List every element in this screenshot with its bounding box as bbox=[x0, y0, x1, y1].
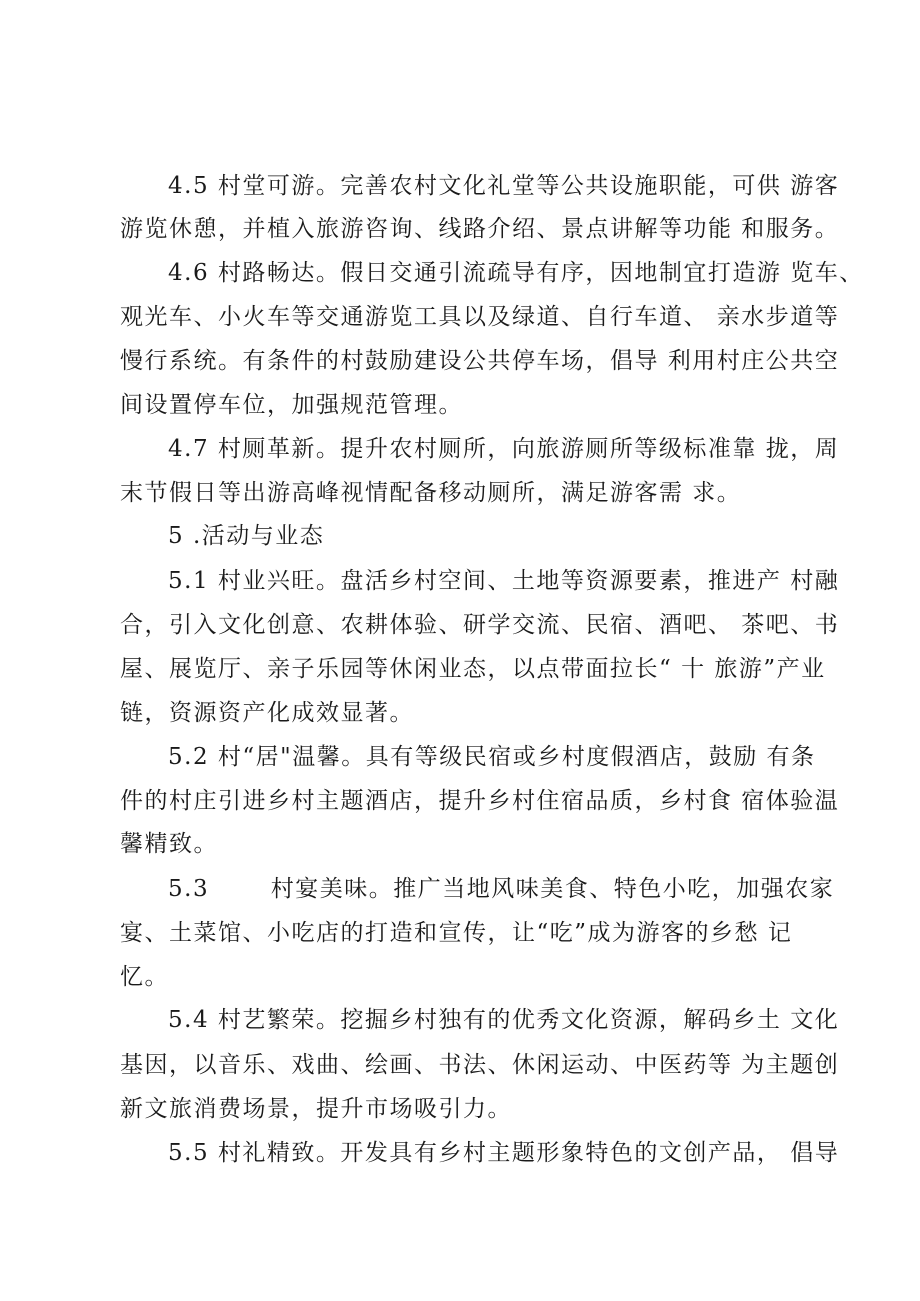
text-line: 游览休憩，并植入旅游咨询、线路介绍、景点讲解等功能 和服务。 bbox=[120, 216, 840, 242]
text-line: 基因，以音乐、戏曲、绘画、书法、休闲运动、中医药等 为主题创 bbox=[120, 1052, 840, 1078]
text-line: 5.1 村业兴旺。盘活乡村空间、土地等资源要素，推进产 村融 bbox=[168, 568, 840, 594]
text-line: 链，资源资产化成效显著。 bbox=[120, 700, 414, 726]
text-line: 4.5 村堂可游。完善农村文化礼堂等公共设施职能，可供 游客 bbox=[168, 173, 840, 199]
text-line: 合，引入文化创意、农耕体验、研学交流、民宿、酒吧、 茶吧、书 bbox=[120, 612, 840, 638]
text-line: 4.6 村路畅达。假日交通引流疏导有序，因地制宜打造游 览车、 bbox=[168, 260, 864, 286]
text-line: 馨精致。 bbox=[120, 831, 218, 857]
text-line: 5.5 村礼精致。开发具有乡村主题形象特色的文创产品， 倡导 bbox=[168, 1140, 840, 1166]
text-line: 件的村庄引进乡村主题酒店，提升乡村住宿品质，乡村食 宿体验温 bbox=[120, 788, 840, 814]
text-line: 5.2 村“居"温馨。具有等级民宿或乡村度假酒店，鼓励 有条 bbox=[168, 744, 816, 770]
text-line: 末节假日等出游高峰视情配备移动厕所，满足游客需 求。 bbox=[120, 480, 742, 506]
text-line: 5.3 村宴美味。推广当地风味美食、特色小吃，加强农家 bbox=[168, 876, 835, 902]
text-line: 5.4 村艺繁荣。挖掘乡村独有的优秀文化资源，解码乡土 文化 bbox=[168, 1007, 840, 1033]
text-line: 忆。 bbox=[120, 964, 169, 990]
text-line: 间设置停车位，加强规范管理。 bbox=[120, 392, 463, 418]
text-line: 慢行系统。有条件的村鼓励建设公共停车场，倡导 利用村庄公共空 bbox=[120, 348, 840, 374]
text-line: 屋、展览厅、亲子乐园等休闲业态，以点带面拉长“ 十 旅游”产业 bbox=[120, 656, 826, 682]
text-line: 新文旅消费场景，提升市场吸引力。 bbox=[120, 1096, 512, 1122]
text-line: 宴、土菜馆、小吃店的打造和宣传，让“吃”成为游客的乡愁 记 bbox=[120, 920, 793, 946]
section-heading: 5 .活动与业态 bbox=[168, 523, 325, 549]
text-line: 观光车、小火车等交通游览工具以及绿道、自行车道、 亲水步道等 bbox=[120, 304, 840, 330]
text-line: 4.7 村厕革新。提升农村厕所，向旅游厕所等级标准靠 拢，周 bbox=[168, 436, 840, 462]
